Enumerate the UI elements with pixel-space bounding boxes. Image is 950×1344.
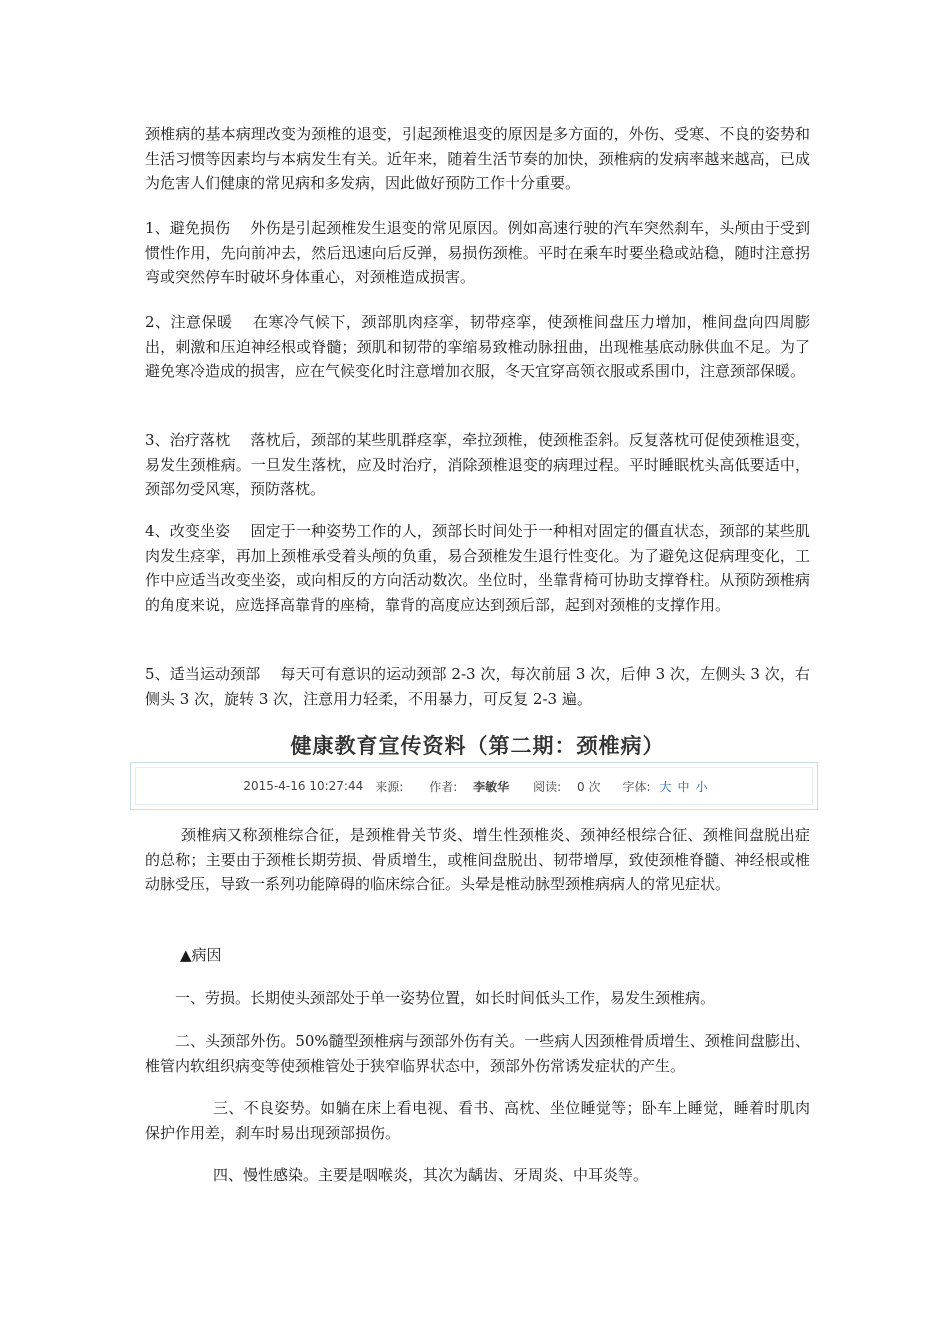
tip-paragraph-5: [145, 662, 810, 711]
author-label: 作者: 李敏华: [429, 779, 510, 794]
article-meta-box: [130, 762, 818, 810]
tip-label: 4、改变坐姿: [145, 522, 231, 540]
font-small-link[interactable]: 小: [695, 779, 708, 794]
font-large-link[interactable]: 大: [659, 779, 672, 794]
tip-text: 固定于一种姿势工作的人，颈部长时间处于一种相对固定的僵直状态，颈部的某些肌肉发生痉挛，再加上颈椎承受着头颅的负重，易合颈椎发生退行性变化。为了避免这促病理变化，工作中应适当改变坐姿，或向相反的方向活动数次。坐位时，坐靠背椅可协助支撑脊柱。从预防颈椎病的角度来说，应选择高靠背的座椅，靠背的高度应达到颈后部，起到对颈椎的支撑作用。: [145, 522, 810, 614]
article-meta: [135, 767, 813, 805]
tip-text: 落枕后，颈部的某些肌群痉挛，牵拉颈椎，使颈椎歪斜。反复落枕可促使颈椎退变，易发生颈椎病。一旦发生落枕，应及时治疗，消除颈椎退变的病理过程。平时睡眠枕头高低要适中，颈部勿受风寒，预防落枕。: [145, 431, 810, 498]
cause-paragraph-2: 二、头颈部外伤。50%髓型颈椎病与颈部外伤有关。一些病人因颈椎骨质增生、颈椎间盘膨出、椎管内软组织病变等使颈椎管处于狭窄临界状态中，颈部外伤常诱发症状的产生。: [145, 1032, 810, 1075]
tip-label: 3、治疗落枕: [145, 431, 231, 449]
tip-label: 2、注意保暖: [145, 313, 233, 331]
tip-text: 每天可有意识的运动颈部 2-3 次，每次前屈 3 次，后伸 3 次，左侧头 3 次，右侧头 3 次，旋转 3 次，注意用力轻柔，不用暴力，可反复 2-3 遍。: [145, 665, 811, 708]
font-size-label: 字体:: [622, 779, 651, 794]
cause-paragraph-3: 三、不良姿势。如躺在床上看电视、看书、高枕、坐位睡觉等；卧车上睡觉，睡着时肌肉保护作用差，刹车时易出现颈部损伤。: [145, 1099, 810, 1142]
tip-text: 在寒冷气候下，颈部肌肉痉挛，韧带痉挛，使颈椎间盘压力增加，椎间盘向四周膨出，刺激和压迫神经根或脊髓；颈肌和韧带的挛缩易致椎动脉扭曲，出现椎基底动脉供血不足。为了避免寒冷造成的损害，应在气候变化时注意增加衣服，冬天宜穿高领衣服或系围巾，注意颈部保暖。: [145, 313, 810, 380]
cause-paragraph-4: 四、慢性感染。主要是咽喉炎，其次为龋齿、牙周炎、中耳炎等。: [213, 1166, 649, 1184]
cause-heading: ▲病因: [180, 946, 222, 964]
tip-paragraph-4: [145, 519, 810, 617]
tip-label: 1、避免损伤: [145, 219, 231, 237]
cause-paragraph-1: 一、劳损。长期使头颈部处于单一姿势位置，如长时间低头工作，易发生颈椎病。: [175, 989, 716, 1007]
definition-paragraph: 颈椎病又称颈椎综合征，是颈椎骨关节炎、增生性颈椎炎、颈神经根综合征、颈椎间盘脱出症的总称；主要由于颈椎长期劳损、骨质增生，或椎间盘脱出、韧带增厚，致使颈椎脊髓、神经根或椎动脉受压，导致一系列功能障碍的临床综合征。头晕是椎动脉型颈椎病病人的常见症状。: [145, 826, 810, 893]
font-medium-link[interactable]: 中: [677, 779, 690, 794]
author-name: 李敏华: [473, 779, 510, 794]
publish-date: 2015-4-16 10:27:44: [243, 779, 364, 793]
tip-paragraph-2: [145, 310, 810, 384]
article-title: 健康教育宣传资料（第二期：颈椎病）: [290, 734, 665, 758]
tip-label: 5、适当运动颈部: [145, 665, 261, 683]
intro-paragraph: 颈椎病的基本病理改变为颈椎的退变，引起颈椎退变的原因是多方面的，外伤、受寒、不良的姿势和生活习惯等因素均与本病发生有关。近年来，随着生活节奏的加快，颈椎病的发病率越来越高，已成为危害人们健康的常见病和多发病，因此做好预防工作十分重要。: [145, 125, 810, 192]
tip-text: 外伤是引起颈椎发生退变的常见原因。例如高速行驶的汽车突然刹车，头颅由于受到惯性作用，先向前冲去，然后迅速向后反弹，易损伤颈椎。平时在乘车时要坐稳或站稳，随时注意拐弯或突然停车时破坏身体重心，对颈椎造成损害。: [145, 219, 810, 286]
tip-paragraph-3: [145, 428, 810, 502]
read-count: 阅读: 0 次: [533, 779, 601, 794]
source-label: 来源:: [375, 779, 404, 794]
tip-paragraph-1: [145, 216, 810, 290]
